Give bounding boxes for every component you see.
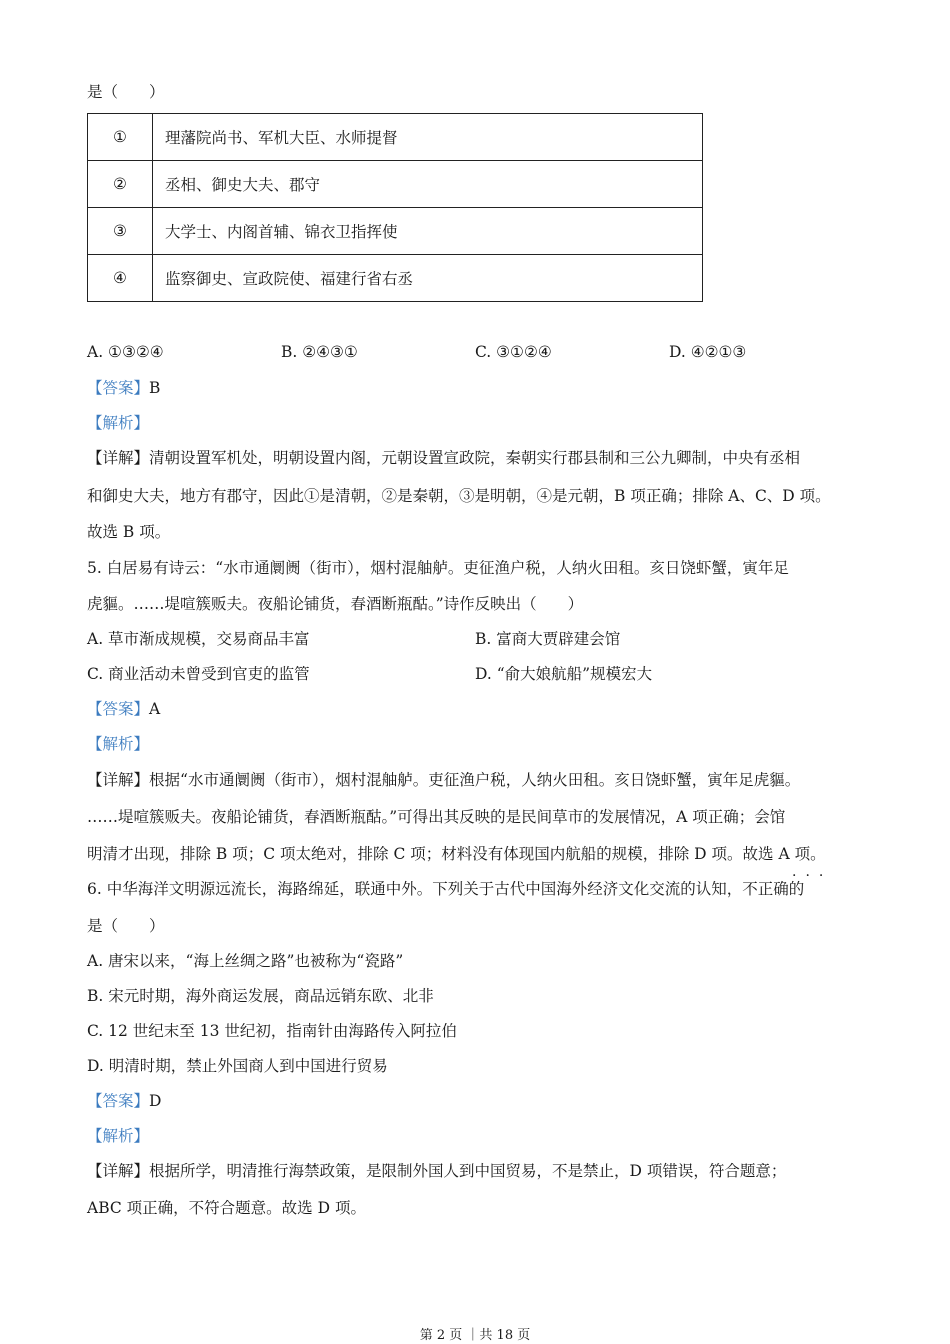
q4-option-c: C. ③①②④ — [475, 343, 552, 361]
detail-tag: 【详解】 — [87, 1162, 150, 1180]
table-row — [88, 255, 703, 302]
table-row-text: 理藩院尚书、军机大臣、水师提督 — [153, 114, 703, 161]
q4-detail-line: 故选 B 项。 — [87, 523, 171, 541]
answer-value: B — [149, 379, 161, 397]
answer-tag: 【答案】 — [87, 700, 150, 718]
table-row-number: ③ — [88, 208, 153, 255]
q5-option-d: D. “俞大娘航船”规模宏大 — [475, 665, 653, 683]
q6-analysis — [87, 1126, 149, 1146]
options-table — [87, 113, 703, 302]
q6-stem-line: 是（ ） — [87, 917, 165, 935]
q5-detail-line: ……堤喧簇贩夫。夜船论铺货，春酒断瓶酤。”可得出其反映的是民间草市的发展情况，A 项正确；会馆 — [87, 808, 786, 826]
q4-answer — [87, 378, 160, 398]
q5-analysis — [87, 734, 149, 754]
q5-detail-line: 明清才出现，排除 B 项；C 项太绝对，排除 C 项；材料没有体现国内航船的规模，排除 D 项。故选 A 项。 — [87, 845, 826, 863]
q6-option-d: D. 明清时期，禁止外国商人到中国进行贸易 — [87, 1057, 388, 1075]
analysis-tag: 【解析】 — [87, 414, 150, 432]
q6-stem-line: 6. 中华海洋文明源远流长，海路绵延，联通中外。下列关于古代中国海外经济文化交流的认知，不正确的 — [87, 880, 805, 898]
q6-answer — [87, 1091, 161, 1111]
answer-value: A — [149, 700, 161, 718]
q4-analysis — [87, 413, 149, 433]
table-row-number: ② — [88, 161, 153, 208]
detail-tag: 【详解】 — [87, 449, 150, 467]
q6-detail-line — [87, 1161, 786, 1181]
table-row-text: 大学士、内阁首辅、锦衣卫指挥使 — [153, 208, 703, 255]
q4-detail-line — [87, 448, 800, 468]
table-row — [88, 208, 703, 255]
q4-detail-line: 和御史大夫，地方有郡守，因此①是清朝，②是秦朝，③是明朝，④是元朝，B 项正确；排除 A、C、D 项。 — [87, 487, 831, 505]
q5-option-c: C. 商业活动未曾受到官吏的监管 — [87, 665, 310, 683]
q5-stem-line: 虎貙。……堤喧簇贩夫。夜船论铺货，春酒断瓶酤。”诗作反映出（ ） — [87, 595, 584, 613]
table-row-text: 丞相、御史大夫、郡守 — [153, 161, 703, 208]
table-row — [88, 114, 703, 161]
q4-option-d: D. ④②①③ — [669, 343, 747, 361]
q6-detail-line: ABC 项正确，不符合题意。故选 D 项。 — [87, 1199, 366, 1217]
detail-text: 根据“水市通阛阓（街市），烟村混舳舻。吏征渔户税，人纳火田租。亥日饶虾蟹，寅年足虎貙。 — [149, 771, 801, 789]
q5-option-a: A. 草市渐成规模，交易商品丰富 — [87, 630, 310, 648]
table-row-number: ① — [88, 114, 153, 161]
table-row-text: 监察御史、宣政院使、福建行省右丞 — [153, 255, 703, 302]
answer-value: D — [149, 1092, 162, 1110]
q5-detail-line — [87, 770, 800, 790]
q6-option-b: B. 宋元时期，海外商运发展，商品远销东欧、北非 — [87, 987, 434, 1005]
detail-tag: 【详解】 — [87, 771, 150, 789]
detail-text: 清朝设置军机处，明朝设置内阁，元朝设置宣政院，秦朝实行郡县制和三公九卿制，中央有丞相 — [149, 449, 801, 467]
analysis-tag: 【解析】 — [87, 735, 150, 753]
analysis-tag: 【解析】 — [87, 1127, 150, 1145]
q4-option-b: B. ②④③① — [281, 343, 358, 361]
table-row — [88, 161, 703, 208]
table-row-number: ④ — [88, 255, 153, 302]
q5-option-b: B. 富商大贾辟建会馆 — [475, 630, 621, 648]
q4-stem-tail: 是（ ） — [87, 83, 165, 101]
q6-option-c: C. 12 世纪末至 13 世纪初，指南针由海路传入阿拉伯 — [87, 1022, 457, 1040]
q4-option-a: A. ①③②④ — [87, 343, 164, 361]
answer-tag: 【答案】 — [87, 379, 150, 397]
emphasis-dots: ··· — [792, 868, 833, 884]
q5-answer — [87, 699, 160, 719]
page-footer: 第 2 页 ｜共 18 页 — [419, 1328, 531, 1343]
q5-stem-line: 5. 白居易有诗云：“水市通阛阓（街市），烟村混舳舻。吏征渔户税，人纳火田租。亥日饶虾蟹，寅年足 — [87, 559, 789, 577]
answer-tag: 【答案】 — [87, 1092, 150, 1110]
q6-option-a: A. 唐宋以来，“海上丝绸之路”也被称为“瓷路” — [87, 952, 404, 970]
detail-text: 根据所学，明清推行海禁政策，是限制外国人到中国贸易，不是禁止，D 项错误，符合题意； — [149, 1162, 787, 1180]
